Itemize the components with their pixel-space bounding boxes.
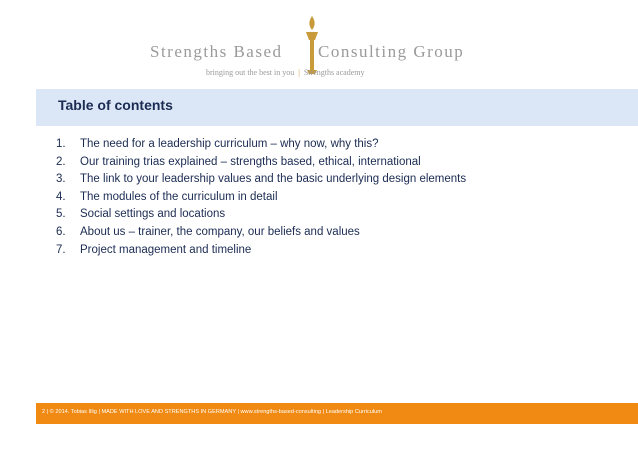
logo-tagline	[206, 68, 364, 77]
toc-item-number: 2.	[56, 155, 66, 168]
company-logo	[150, 14, 490, 80]
toc-item-number: 1.	[56, 138, 66, 150]
toc-item-text: Project management and timeline	[80, 243, 252, 256]
footer-text: 2 | © 2014. Tobias Illig | MADE WITH LOVE AND STRENGTHS IN GERMANY | www.strengths-based-consulting | Leadership Curriculum	[42, 409, 382, 415]
page-title: Table of contents	[58, 97, 173, 113]
toc-item	[56, 154, 466, 172]
toc-item-text: Our training trias explained – strengths based, ethical, international	[80, 155, 421, 168]
toc-item	[56, 242, 466, 260]
toc-item-number: 4.	[56, 190, 66, 203]
tagline-separator: |	[298, 68, 300, 77]
footer-bar	[36, 403, 638, 424]
logo-name-left: Strengths Based	[150, 42, 283, 61]
toc-item-text: About us – trainer, the company, our beliefs and values	[80, 225, 360, 238]
toc-item-text: Social settings and locations	[80, 208, 226, 221]
toc-item-number: 3.	[56, 173, 66, 186]
toc-list	[56, 136, 466, 259]
logo-name-right: Consulting Group	[318, 42, 465, 61]
toc-item	[56, 189, 466, 207]
toc-item	[56, 171, 466, 189]
toc-item	[56, 136, 466, 154]
toc-item	[56, 206, 466, 224]
toc-item-text: The link to your leadership values and the basic underlying design elements	[80, 173, 467, 186]
toc-item	[56, 224, 466, 242]
tagline-left: bringing out the best in you	[206, 68, 295, 77]
toc-item-number: 6.	[56, 225, 66, 238]
toc-item-number: 5.	[56, 208, 66, 221]
toc-item-text: The need for a leadership curriculum – why now, why this?	[80, 138, 379, 150]
tagline-right: Strengths academy	[303, 68, 365, 77]
toc-item-text: The modules of the curriculum in detail	[80, 190, 278, 203]
toc-item-number: 7.	[56, 243, 66, 256]
